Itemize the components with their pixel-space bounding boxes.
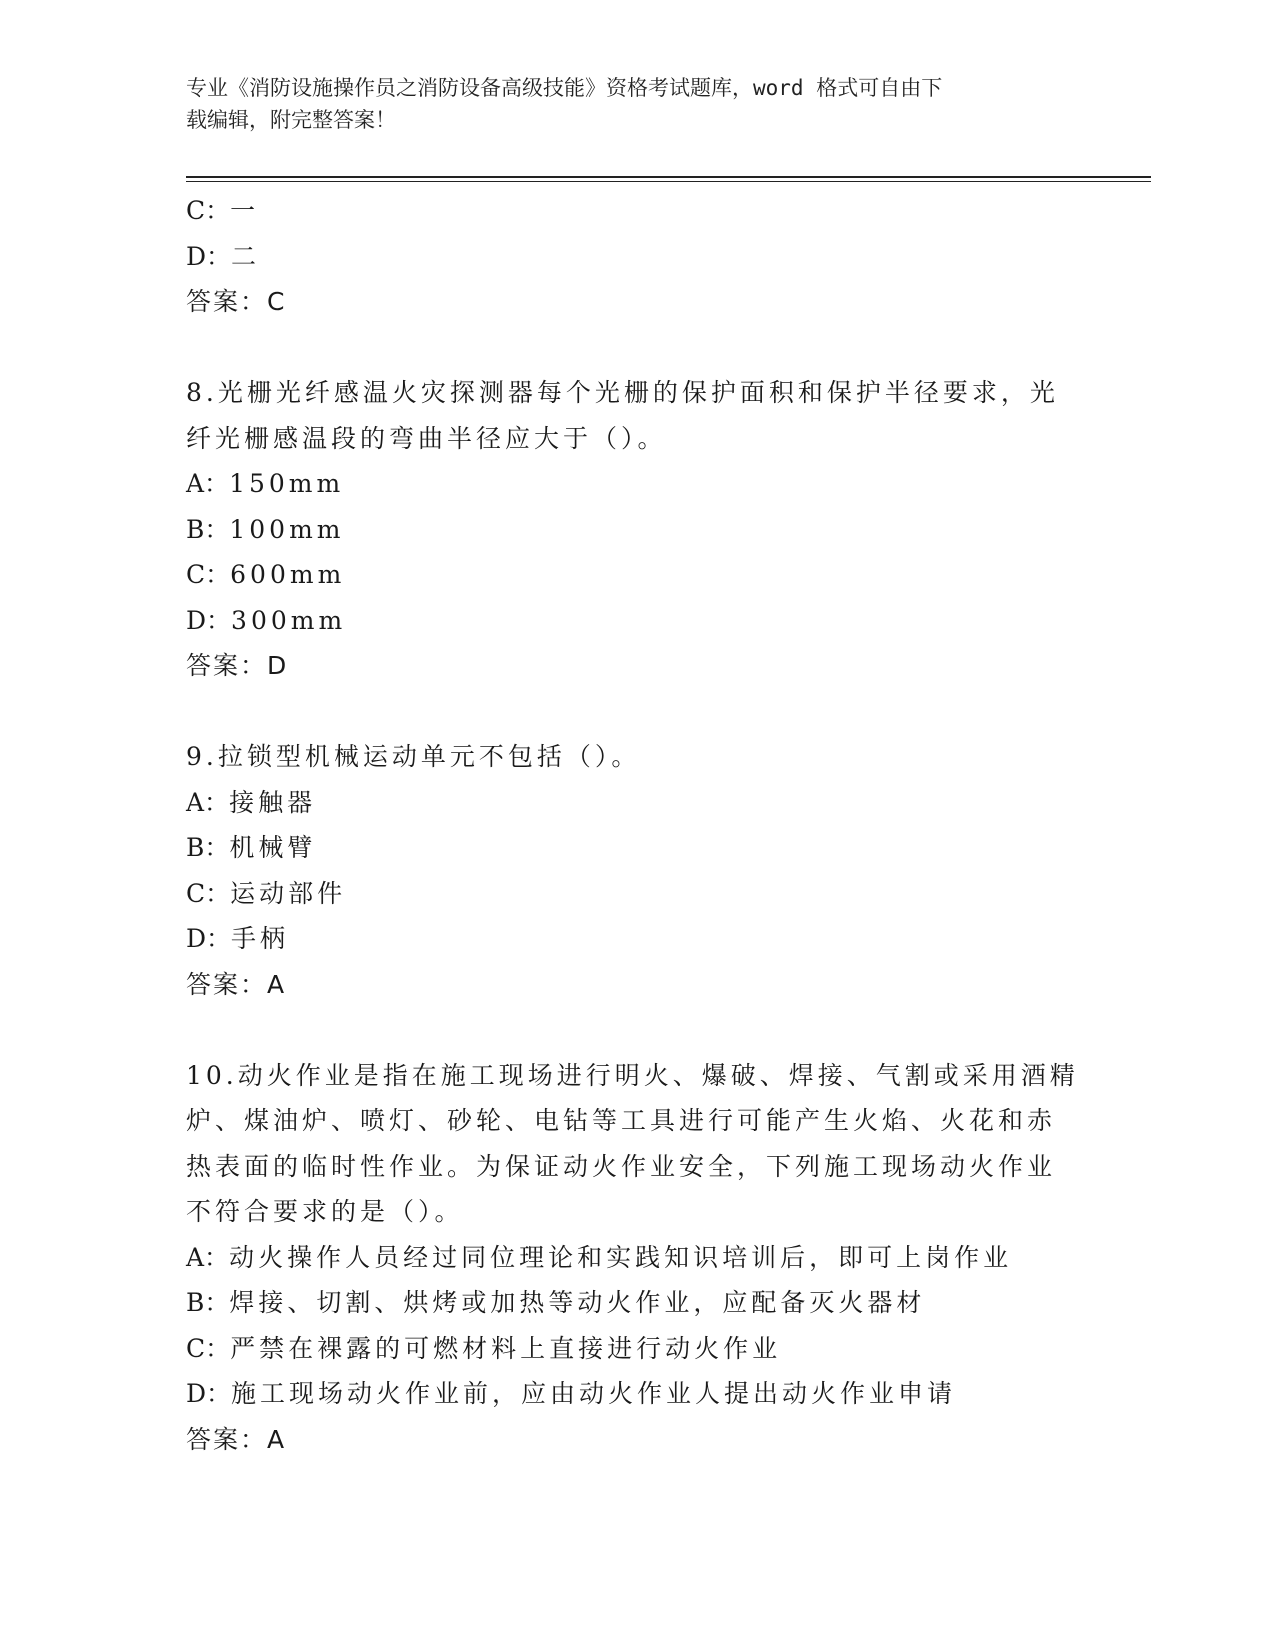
option-label: B： xyxy=(186,1288,230,1317)
question-9 xyxy=(186,734,1086,1007)
option-a xyxy=(186,780,1086,826)
question-stem: 纤光栅感温段的弯曲半径应大于（）。 xyxy=(186,423,667,453)
option-text: 二 xyxy=(231,241,261,271)
option-b xyxy=(186,825,1086,871)
option-d xyxy=(186,598,1086,644)
header-rule-thin xyxy=(186,181,1151,182)
option-text: 严禁在裸露的可燃材料上直接进行动火作业 xyxy=(230,1333,782,1363)
question-list xyxy=(186,188,1086,1462)
option-d xyxy=(186,1371,1086,1417)
option-label: D： xyxy=(186,605,232,635)
question-stem: 不符合要求的是（）。 xyxy=(186,1197,464,1226)
option-label: D： xyxy=(186,1379,232,1408)
option-b xyxy=(186,1280,1086,1326)
option-label: A： xyxy=(186,787,230,817)
option-label: C： xyxy=(186,1333,231,1363)
option-text: 机械臂 xyxy=(229,833,317,862)
question-stem: 热表面的临时性作业。为保证动火作业安全，下列施工现场动火作业 xyxy=(186,1151,1057,1181)
option-c xyxy=(186,1326,1086,1372)
option-label: C： xyxy=(186,196,231,225)
option-c xyxy=(186,871,1086,917)
option-a xyxy=(186,1235,1086,1281)
question-stem: 炉、煤油炉、喷灯、砂轮、电钻等工具进行可能产生火焰、火花和赤 xyxy=(186,1106,1057,1135)
option-text: 100mm xyxy=(229,514,345,544)
question-stem: 8.光栅光纤感温火灾探测器每个光栅的保护面积和保护半径要求，光 xyxy=(186,378,1059,407)
question-stem: 10.动火作业是指在施工现场进行明火、爆破、焊接、气割或采用酒精 xyxy=(186,1060,1079,1090)
option-label: C： xyxy=(186,878,231,908)
option-text: 施工现场动火作业前，应由动火作业人提出动火作业申请 xyxy=(231,1379,957,1408)
option-label: D： xyxy=(186,241,232,271)
option-text: 接触器 xyxy=(229,787,317,817)
option-text: 600mm xyxy=(230,560,346,589)
option-text: 一 xyxy=(230,196,260,225)
option-text: 300mm xyxy=(231,605,347,635)
option-label: A： xyxy=(186,1242,230,1272)
header-line-2: 载编辑，附完整答案！ xyxy=(186,108,396,132)
question-10 xyxy=(186,1053,1086,1463)
option-d xyxy=(186,916,1086,962)
question-continued xyxy=(186,188,1086,325)
option-c xyxy=(186,188,1086,234)
option-label: C： xyxy=(186,560,231,589)
document-header xyxy=(186,72,1066,136)
option-label: B： xyxy=(186,833,230,862)
option-text: 150mm xyxy=(229,469,345,498)
option-text: 运动部件 xyxy=(230,878,347,908)
option-label: D： xyxy=(186,924,232,953)
option-c xyxy=(186,552,1086,598)
option-label: A： xyxy=(186,469,230,498)
option-a xyxy=(186,461,1086,507)
option-b xyxy=(186,507,1086,553)
question-stem: 9.拉锁型机械运动单元不包括（）。 xyxy=(186,742,641,771)
option-text: 焊接、切割、烘烤或加热等动火作业，应配备灭火器材 xyxy=(229,1288,926,1317)
answer-line: 答案：D xyxy=(186,651,289,680)
question-8 xyxy=(186,370,1086,689)
header-rule-thick xyxy=(186,176,1151,178)
answer-line: 答案：A xyxy=(186,969,287,999)
answer-line: 答案：A xyxy=(186,1424,287,1454)
option-label: B： xyxy=(186,514,230,544)
option-d xyxy=(186,234,1086,280)
answer-line: 答案：C xyxy=(186,287,287,316)
option-text: 手柄 xyxy=(231,924,290,953)
header-line-1: 专业《消防设施操作员之消防设备高级技能》资格考试题库，word 格式可自由下 xyxy=(186,76,943,100)
option-text: 动火操作人员经过同位理论和实践知识培训后，即可上岗作业 xyxy=(229,1242,1013,1272)
